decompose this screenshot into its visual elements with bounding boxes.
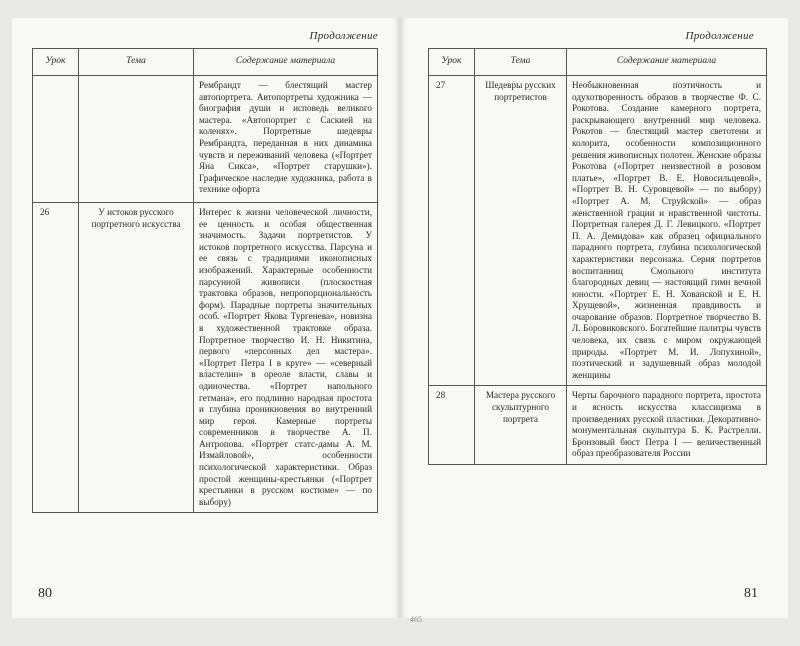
lesson-content: Черты барочного парадного портрета, простота и ясность искусства классицизма в произведениях русской пластики. Декоративно-монументальная скульптура Б. К. Растрелли. Бронзовый бюст Петра I — величественный образ преобразователя России: [567, 386, 767, 465]
table-row: [33, 203, 378, 513]
lesson-topic: У истоков русского портретного искусства: [79, 203, 194, 513]
lesson-content: Рембрандт — блестящий мастер автопортрета. Автопортреты художника — биография души и исповедь великого мастера. «Автопортрет с Саскией на коленях». Портретные шедевры Рембрандта, переданная в них динамика чувств и переживаний человека («Портрет Яна Сикса», «Портрет старушки»). Графическое наследие художника, работа в технике офорта: [194, 76, 378, 203]
lesson-table: [428, 48, 767, 465]
lesson-table: [32, 48, 378, 513]
header-content: Содержание материала: [194, 49, 378, 76]
table-row: [429, 76, 767, 386]
header-topic: Тема: [79, 49, 194, 76]
left-page: [12, 18, 400, 618]
lesson-number: 27: [429, 76, 475, 386]
lesson-content: Интерес к жизни человеческой личности, ее ценность и особая общественная значимость. Задачи портретистов. У истоков портретного искусства. Парсуна и ее связь с традициями иконописных изображений. Характерные особенности парсунной живописи (плоскостная трактовка образов, непропорциональность форм). Парадные портреты значительных особ. «Портрет Якова Тургенева», новизна в художественной трактовке образа. Портретное творчество И. Н. Никитина, первого «персонных дел мастера». «Портрет Петра I в круге» — «северный властелин» в ореоле власти, славы и одиночества. «Портрет напольного гетмана», его подлинно народная простота и глубина проникновения во внутренний мир героя. Камерные портреты современников в творчестве А. П. Антропова. «Портрет статс-дамы А. М. Измайловой», особенности психологической характеристики. Образ простой женщины-крестьянки («Портрет крестьянки в русском костюме» — по выбору): [194, 203, 378, 513]
print-stamp: 465: [410, 615, 422, 624]
table-header-row: [429, 49, 767, 76]
table-row: [429, 386, 767, 465]
lesson-topic: [79, 76, 194, 203]
page-number: 80: [38, 586, 52, 601]
lesson-number: 26: [33, 203, 79, 513]
lesson-topic: Шедевры русских портретистов: [475, 76, 567, 386]
lesson-number: [33, 76, 79, 203]
header-content: Содержание материала: [567, 49, 767, 76]
header-lesson: Урок: [429, 49, 475, 76]
lesson-topic: Мастера русского скульптурного портрета: [475, 386, 567, 465]
lesson-content: Необыкновенная поэтичность и одухотворенность образов в творчестве Ф. С. Рокотова. Создание камерного портрета, раскрывающего внутренний мир человека. Рокотов — блестящий мастер светотени и колорита, особенности композиционного решения живописных полотен. Женские образы Рокотова («Портрет неизвестной в розовом платье», «Портрет В. Е. Новосильцевой», «Портрет В. Н. Суровцевой» — по выбору) «Портрет А. М. Струйской» — образ женственной грации и нравственной чистоты. Портретная галерея Д. Г. Левицкого. «Портрет П. А. Демидова» как образец официального парадного портрета, глубина психологической характеристики персонажа. Серия портретов воспитанниц Смольного института благородных девиц — настоящий гимн вечной юности. «Портрет Е. Н. Хованской и Е. Н. Хрущевой», жизненная правдивость и очарование образов. Портретное творчество В. Л. Боровиковского. Богатейшие палитры чувств человека, их связь с миром окружающей природы. «Портрет М. И. Лопухиной», поэтический и задушевный образ молодой женщины: [567, 76, 767, 386]
continuation-label: Продолжение: [685, 30, 754, 42]
continuation-label: Продолжение: [309, 30, 378, 42]
header-topic: Тема: [475, 49, 567, 76]
table-row: [33, 76, 378, 203]
table-header-row: [33, 49, 378, 76]
lesson-number: 28: [429, 386, 475, 465]
header-lesson: Урок: [33, 49, 79, 76]
page-number: 81: [744, 586, 758, 601]
right-page: [400, 18, 788, 618]
